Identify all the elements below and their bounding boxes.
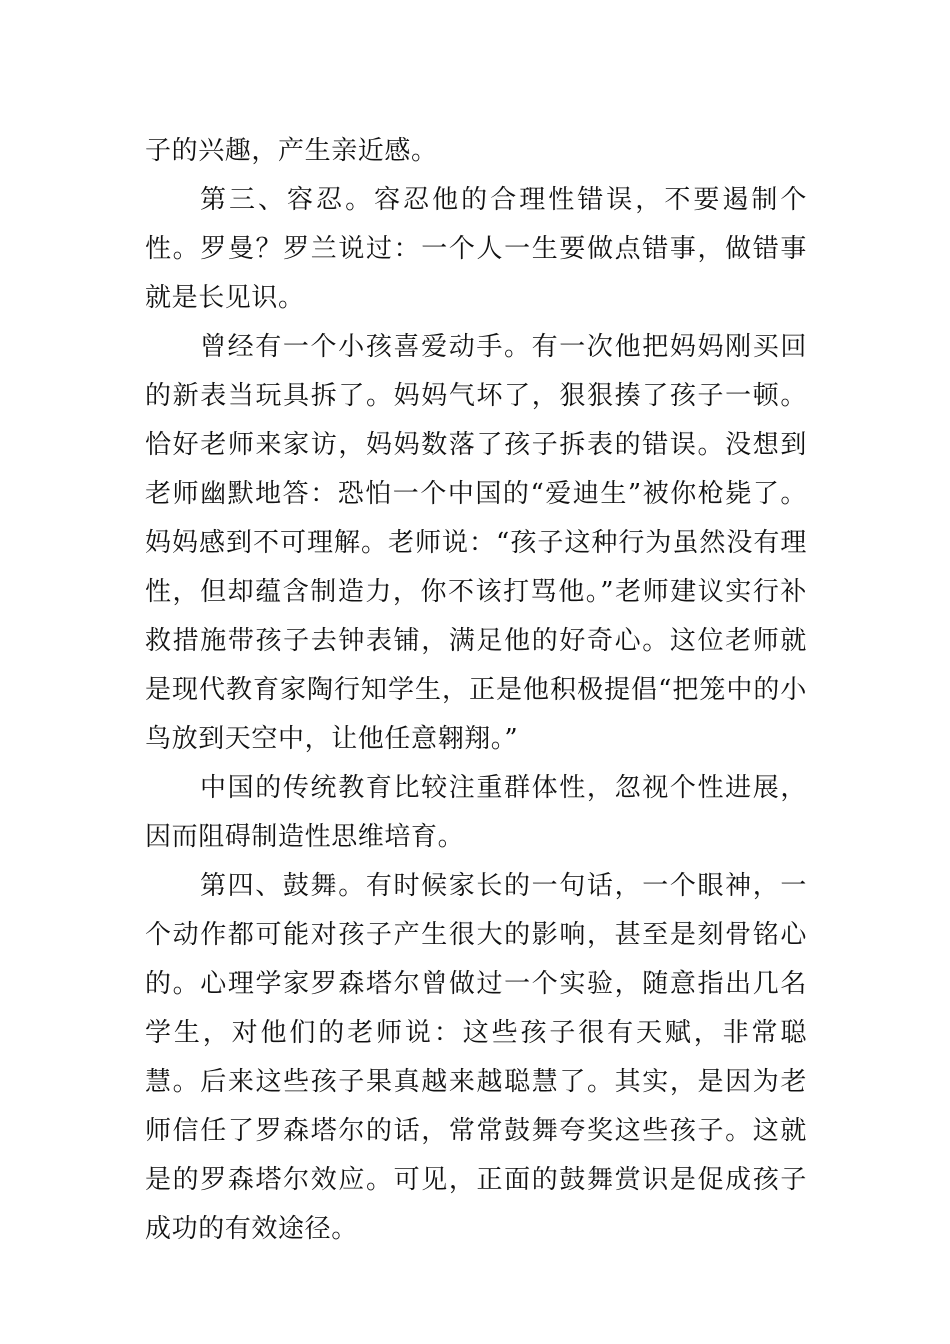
paragraph-story-watch: 曾经有一个小孩喜爱动手。有一次他把妈妈刚买回的新表当玩具拆了。妈妈气坏了，狠狠揍了孩子一顿。恰好老师来家访，妈妈数落了孩子拆表的错误。没想到老师幽默地答：恐怕一个中国的“爱迪生”被你枪毙了。妈妈感到不可理解。老师说：“孩子这种行为虽然没有理性，但却蕴含制造力，你不该打骂他。”老师建议实行补救措施带孩子去钟表铺，满足他的好奇心。这位老师就是现代教育家陶行知学生，正是他积极提倡“把笼中的小鸟放到天空中，让他任意翱翔。” (145, 332, 807, 754)
paragraph-encouragement: 第四、鼓舞。有时候家长的一句话，一个眼神，一个动作都可能对孩子产生很大的影响，甚至是刻骨铭心的。心理学家罗森塔尔曾做过一个实验，随意指出几名学生，对他们的老师说：这些孩子很有天赋，非常聪慧。后来这些孩子果真越来越聪慧了。其实，是因为老师信任了罗森塔尔的话，常常鼓舞夸奖这些孩子。这就是的罗森塔尔效应。可见，正面的鼓舞赏识是促成孩子成功的有效途径。 (145, 871, 807, 1244)
paragraph-continuation: 子的兴趣，产生亲近感。 (145, 136, 438, 166)
paragraph-traditional-education: 中国的传统教育比较注重群体性，忽视个性进展，因而阻碍制造性思维培育。 (145, 773, 807, 852)
document-body (145, 127, 807, 1254)
paragraph-tolerance: 第三、容忍。容忍他的合理性错误，不要遏制个性。罗曼？罗兰说过：一个人一生要做点错事，做错事就是长见识。 (145, 185, 807, 313)
